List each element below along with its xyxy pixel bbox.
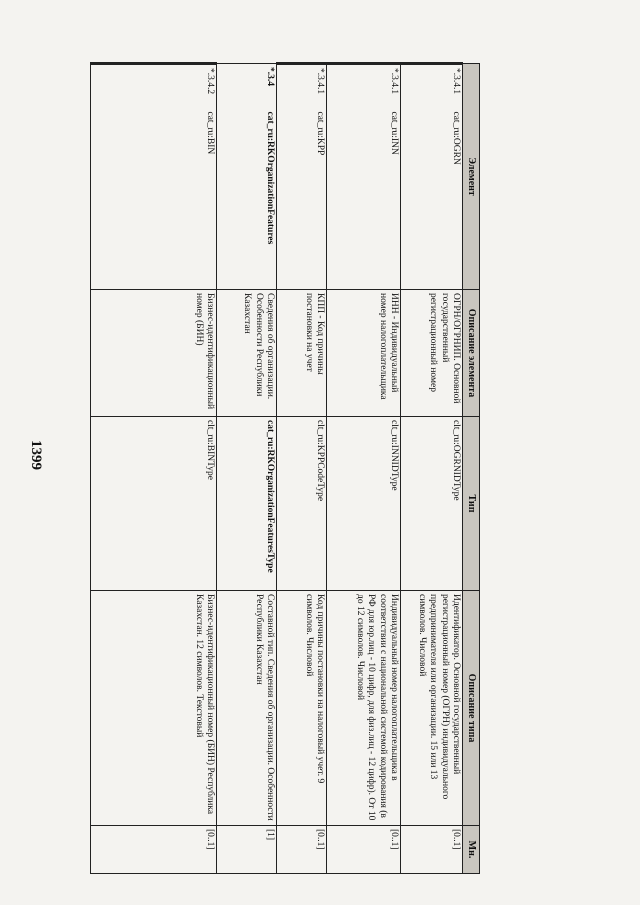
column-header-type: Тип [463, 417, 480, 591]
row-type-description: Код причины постановки на налоговый учет. 9 символов. Числовой [277, 591, 327, 826]
row-element: cat_ru:OGRN [401, 110, 463, 290]
table-row [217, 64, 277, 874]
table-row [401, 64, 463, 874]
row-index: *.3.4 [217, 64, 277, 110]
row-description: ИНН - Индивидуальный номер налогоплательщика [327, 290, 401, 417]
table-row [327, 64, 401, 874]
row-index: *.3.4.2 [91, 64, 217, 110]
row-element: cat_ru:BIN [91, 110, 217, 290]
column-header-element: Элемент [463, 64, 480, 290]
row-index: *.3.4.1 [327, 64, 401, 110]
row-description: КПП - Код причины постановки на учет [277, 290, 327, 417]
row-element: cat_ru:RKOrganizationFeatures [217, 110, 277, 290]
row-index: *.3.4.1 [277, 64, 327, 110]
row-description: ОГРН/ОГРНИП. Основной государственный регистрационный номер [401, 290, 463, 417]
row-type-description: Идентификатор. Основной государственный регистрационный номер (ОГРН) индивидуального предпринимателя или организации. 15 или 13 символов. Числовой [401, 591, 463, 826]
row-type: clt_ru:OGRNIDType [401, 417, 463, 591]
row-element: cat_ru:INN [327, 110, 401, 290]
row-multiplicity: [1] [217, 826, 277, 874]
column-header-description: Описание элемента [463, 290, 480, 417]
table-header-row [463, 64, 480, 874]
row-element: cat_ru:KPP [277, 110, 327, 290]
row-type-description: Составной тип. Сведения об организации. Особенности Республики Казахстан [217, 591, 277, 826]
column-header-type-description: Описание типа [463, 591, 480, 826]
row-type: clt_ru:KPPCodeType [277, 417, 327, 591]
row-type: clt_ru:BINType [91, 417, 217, 591]
page-number: 1399 [28, 440, 44, 470]
row-multiplicity: [0..1] [277, 826, 327, 874]
row-multiplicity: [0..1] [91, 826, 217, 874]
row-description: Сведения об организации. Особенности Республики Казахстан [217, 290, 277, 417]
row-type: clt_ru:INNIDType [327, 417, 401, 591]
row-multiplicity: [0..1] [327, 826, 401, 874]
spec-table [90, 62, 480, 874]
column-header-multiplicity: Мн. [463, 826, 480, 874]
row-index: *.3.4.1 [401, 64, 463, 110]
table-row [91, 64, 217, 874]
row-type: cat_ru:RKOrganizationFeaturesType [217, 417, 277, 591]
table-row [277, 64, 327, 874]
row-type-description: Индивидуальный номер налогоплательщика в соответствии с национальной системой кодирования (в РФ для юр.лиц - 10 цифр, для физ.лиц - 12 цифр). От 10 до 12 символов. Числовой [327, 591, 401, 826]
row-description: Бизнес-идентификационный номер (БИН) [91, 290, 217, 417]
row-type-description: Бизнес-идентификационный номер (БИН) Республика Казахстан. 12 символов. Текстовый [91, 591, 217, 826]
row-multiplicity: [0..1] [401, 826, 463, 874]
rotated-table-block [90, 62, 480, 872]
